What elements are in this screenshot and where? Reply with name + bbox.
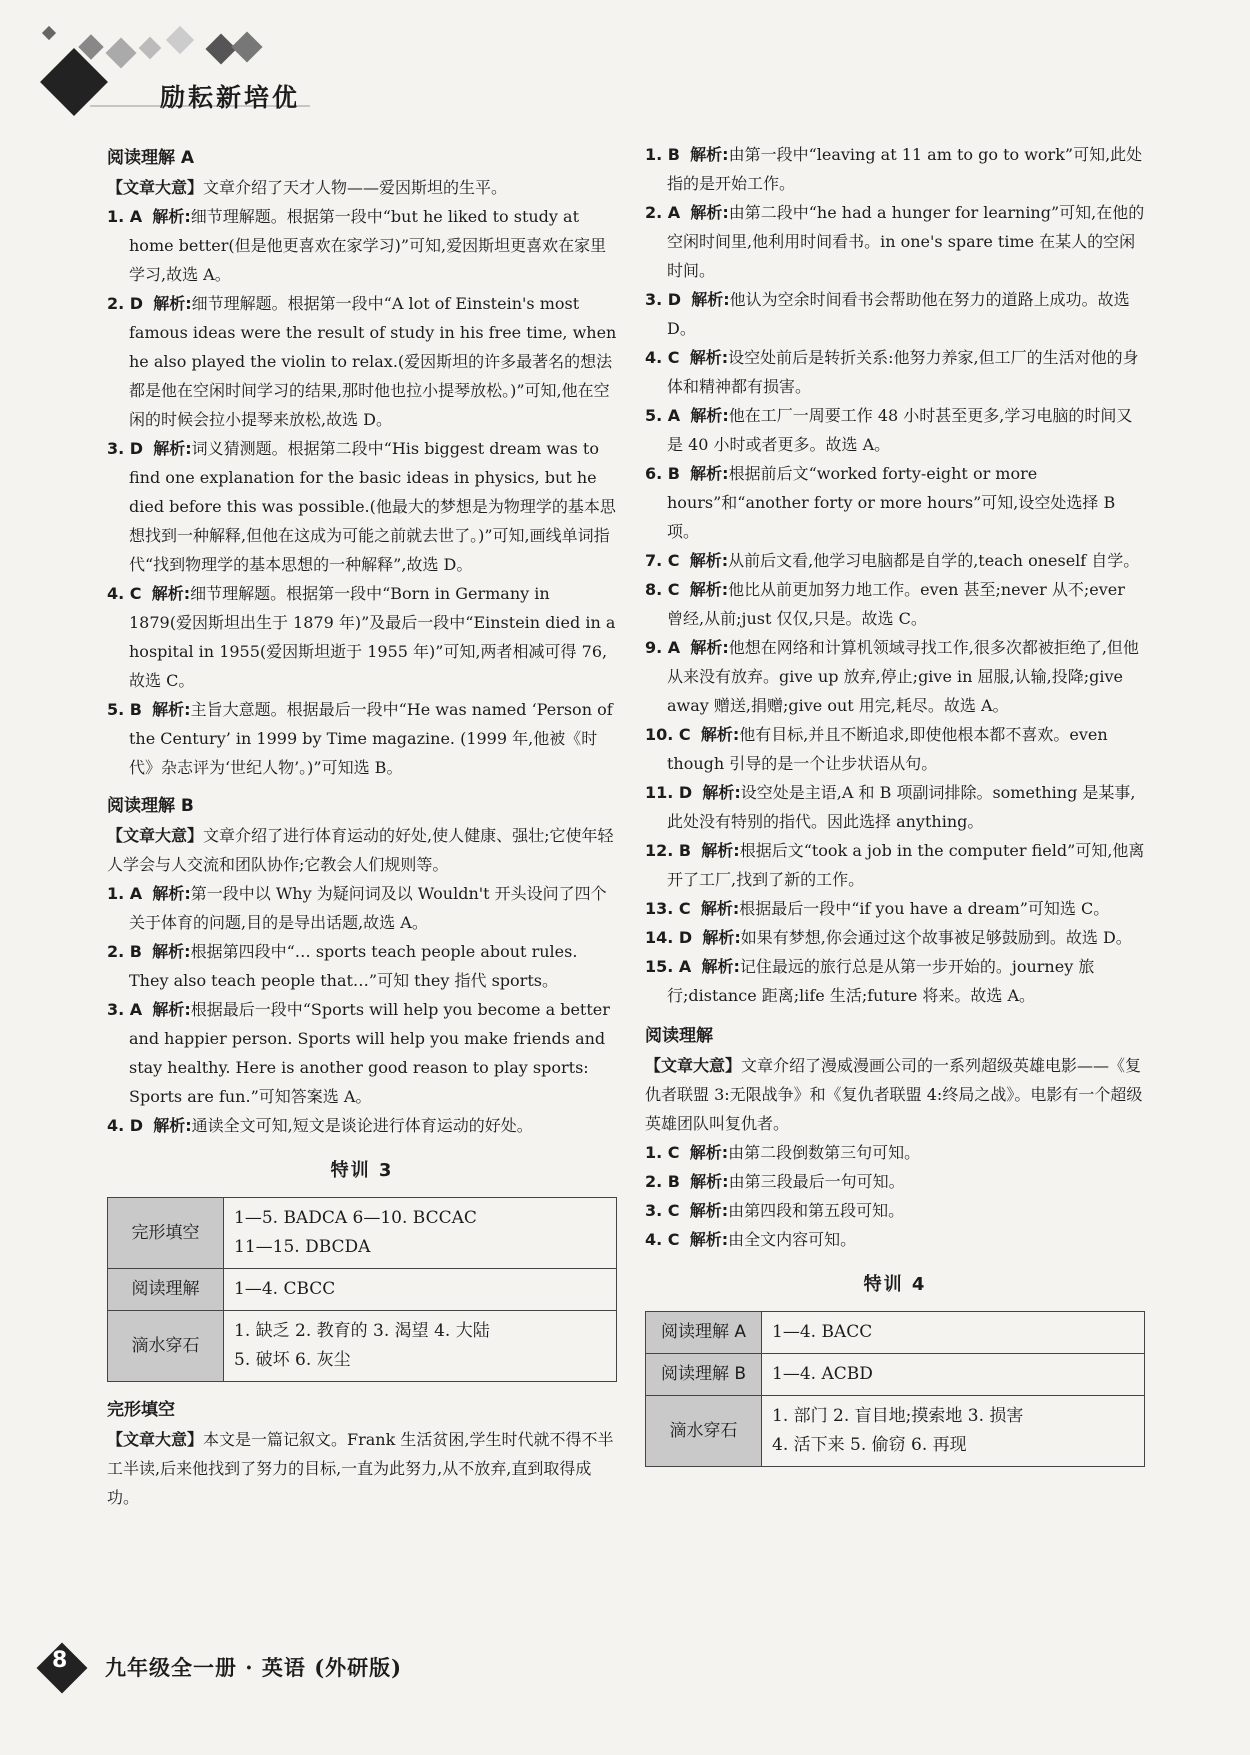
- analysis-label: 解析:: [152, 207, 191, 226]
- answer-number: 14. D: [645, 928, 693, 947]
- analysis-label: 解析:: [152, 1000, 191, 1019]
- answer-item: [645, 1138, 1145, 1167]
- row-header: 阅读理解 A: [646, 1312, 762, 1354]
- answer-item: [645, 575, 1145, 633]
- answer-item: [645, 836, 1145, 894]
- answer-text: 由第一段中“leaving at 11 am to go to work”可知,此处指的是开始工作。: [667, 145, 1143, 193]
- analysis-label: 解析:: [153, 1116, 192, 1135]
- answer-number: 10. C: [645, 725, 691, 744]
- answer-text: 由第三段最后一句可知。: [728, 1172, 905, 1191]
- answer-item: [107, 879, 617, 937]
- answer-number: 1. C: [645, 1143, 680, 1162]
- answer-number: 3. D: [645, 290, 682, 309]
- row-header: 完形填空: [108, 1198, 224, 1269]
- row-header: 阅读理解: [108, 1269, 224, 1311]
- answer-item: [107, 1111, 617, 1140]
- analysis-label: 解析:: [153, 439, 192, 458]
- analysis-label: 解析:: [689, 348, 729, 367]
- table-row: [646, 1312, 1145, 1354]
- row-answers: [224, 1198, 617, 1269]
- answer-text: 记住最远的旅行总是从第一步开始的。journey 旅行;distance 距离;life 生活;future 将来。故选 A。: [667, 957, 1095, 1005]
- analysis-label: 解析:: [153, 294, 192, 313]
- answer-item: [107, 995, 617, 1111]
- answer-text: 主旨大意题。根据最后一段中“He was named ‘Person of the Century’ in 1999 by Time magazine. (1999 年,他被《时代》杂志评为‘世纪人物’。)”可知选 B。: [129, 700, 613, 777]
- section-title: 阅读理解 A: [107, 148, 195, 168]
- answer-text: 根据前后文“worked forty-eight or more hours”和“another forty or more hours”可知,设空处选择 B 项。: [667, 464, 1116, 541]
- footer-book-title: 九年级全一册 · 英语 (外研版): [105, 1655, 403, 1680]
- answer-item: [645, 894, 1145, 923]
- answer-item: [645, 633, 1145, 720]
- answer-text: 他有目标,并且不断追求,即使他根本都不喜欢。even though 引导的是一个让步状语从句。: [667, 725, 1108, 773]
- analysis-label: 解析:: [689, 1230, 729, 1249]
- answer-item: [645, 923, 1145, 952]
- analysis-label: 解析:: [689, 580, 729, 599]
- left-column: [107, 140, 617, 1512]
- answer-table: [645, 1311, 1145, 1467]
- answer-item: [645, 720, 1145, 778]
- header-title: 励耘新培优: [160, 83, 301, 112]
- row-answers: [224, 1311, 617, 1382]
- answer-item: [645, 285, 1145, 343]
- answer-text: 从前后文看,他学习电脑都是自学的,teach oneself 自学。: [728, 551, 1140, 570]
- answer-text: 细节理解题。根据第一段中“but he liked to study at home better(但是他更喜欢在家学习)”可知,爱因斯坦更喜欢在家里学习,故选 A。: [129, 207, 607, 284]
- summary: [107, 173, 617, 202]
- row-answers: 1—4. ACBD: [762, 1354, 1145, 1396]
- table-row: [646, 1354, 1145, 1396]
- answer-text: 设空处前后是转折关系:他努力养家,但工厂的生活对他的身体和精神都有损害。: [667, 348, 1139, 396]
- answer-text: 他想在网络和计算机领域寻找工作,很多次都被拒绝了,但他从来没有放弃。give up 放弃,停止;give in 屈服,认输,投降;give away 赠送,捐赠;give out 用完,耗尽。故选 A。: [667, 638, 1139, 715]
- page-number: 8: [52, 1648, 68, 1673]
- answer-number: 6. B: [645, 464, 680, 483]
- analysis-label: 解析:: [700, 899, 740, 918]
- answer-number: 5. B: [107, 700, 142, 719]
- summary-label: 【文章大意】: [107, 178, 204, 197]
- row-answers: [762, 1396, 1145, 1467]
- analysis-label: 解析:: [689, 551, 729, 570]
- answer-item: [645, 952, 1145, 1010]
- analysis-label: 解析:: [689, 1201, 729, 1220]
- answer-text: 根据最后一段中“Sports will help you become a better and happier person. Sports will help you make friends and stay healthy. Here is another good reason to play sports: Sports are fun.”可知答案选 A。: [129, 1000, 610, 1106]
- answer-item: [107, 289, 617, 434]
- summary-text: 本文是一篇记叙文。Frank 生活贫困,学生时代就不得不半工半读,后来他找到了努力的目标,一直为此努力,从不放弃,直到取得成功。: [107, 1430, 614, 1507]
- analysis-label: 解析:: [690, 145, 729, 164]
- answer-line: 5. 破坏 6. 灰尘: [234, 1350, 351, 1370]
- summary: [107, 1425, 617, 1512]
- table-row: [108, 1269, 617, 1311]
- answer-text: 通读全文可知,短文是谈论进行体育运动的好处。: [191, 1116, 533, 1135]
- analysis-label: 解析:: [690, 1172, 729, 1191]
- answer-number: 4. C: [645, 1230, 680, 1249]
- answer-item: [107, 202, 617, 289]
- answer-number: 5. A: [645, 406, 681, 425]
- answer-number: 3. A: [107, 1000, 143, 1019]
- answer-item: [645, 140, 1145, 198]
- answer-item: [645, 1196, 1145, 1225]
- answer-number: 2. B: [107, 942, 142, 961]
- answer-number: 1. B: [645, 145, 680, 164]
- answer-text: 由全文内容可知。: [728, 1230, 857, 1249]
- answer-item: [645, 546, 1145, 575]
- summary-label: 【文章大意】: [107, 1430, 204, 1449]
- answer-item: [645, 343, 1145, 401]
- answer-number: 4. C: [107, 584, 142, 603]
- row-answers: 1—4. CBCC: [224, 1269, 617, 1311]
- analysis-label: 解析:: [689, 1143, 729, 1162]
- answer-item: [107, 579, 617, 695]
- answer-item: [645, 1225, 1145, 1254]
- answer-item: [645, 198, 1145, 285]
- answer-number: 11. D: [645, 783, 693, 802]
- summary: [107, 821, 617, 879]
- answer-text: 他比从前更加努力地工作。even 甚至;never 从不;ever 曾经,从前;just 仅仅,只是。故选 C。: [667, 580, 1125, 628]
- answer-text: 根据最后一段中“if you have a dream”可知选 C。: [739, 899, 1110, 918]
- answer-text: 根据后文“took a job in the computer field”可知,他离开了工厂,找到了新的工作。: [667, 841, 1145, 889]
- answer-item: [107, 937, 617, 995]
- answer-text: 由第二段倒数第三句可知。: [728, 1143, 921, 1162]
- answer-item: [645, 401, 1145, 459]
- analysis-label: 解析:: [690, 638, 729, 657]
- analysis-label: 解析:: [701, 957, 740, 976]
- training-title: 特训 4: [863, 1274, 927, 1295]
- analysis-label: 解析:: [151, 584, 191, 603]
- training-title: 特训 3: [330, 1160, 394, 1181]
- answer-text: 如果有梦想,你会通过这个故事被足够鼓励到。故选 D。: [740, 928, 1132, 947]
- summary-text: 文章介绍了漫威漫画公司的一系列超级英雄电影——《复仇者联盟 3:无限战争》和《复仇者联盟 4:终局之战》。电影有一个超级英雄团队叫复仇者。: [645, 1056, 1143, 1133]
- summary-text: 文章介绍了进行体育运动的好处,使人健康、强壮;它使年轻人学会与人交流和团队协作;它教会人们规则等。: [107, 826, 614, 874]
- analysis-label: 解析:: [152, 700, 191, 719]
- section-title: 完形填空: [107, 1400, 175, 1420]
- answer-number: 2. B: [645, 1172, 680, 1191]
- answer-line: 1—5. BADCA 6—10. BCCAC: [234, 1208, 477, 1228]
- analysis-label: 解析:: [690, 464, 729, 483]
- row-header: 滴水穿石: [108, 1311, 224, 1382]
- answer-text: 他认为空余时间看书会帮助他在努力的道路上成功。故选 D。: [667, 290, 1130, 338]
- table-row: [108, 1198, 617, 1269]
- row-header: 滴水穿石: [646, 1396, 762, 1467]
- answer-line: 4. 活下来 5. 偷窃 6. 再现: [772, 1435, 967, 1455]
- answer-text: 第一段中以 Why 为疑问词及以 Wouldn't 开头设问了四个关于体育的问题,目的是导出话题,故选 A。: [129, 884, 607, 932]
- analysis-label: 解析:: [702, 783, 741, 802]
- analysis-label: 解析:: [702, 928, 741, 947]
- answer-text: 设空处是主语,A 和 B 项副词排除。something 是某事,此处没有特别的指代。因此选择 anything。: [667, 783, 1136, 831]
- summary: [645, 1051, 1145, 1138]
- answer-item: [645, 778, 1145, 836]
- table-row: [646, 1396, 1145, 1467]
- answer-line: 1. 缺乏 2. 教育的 3. 渴望 4. 大陆: [234, 1321, 490, 1341]
- answer-number: 7. C: [645, 551, 680, 570]
- analysis-label: 解析:: [152, 942, 191, 961]
- answer-number: 13. C: [645, 899, 691, 918]
- summary-label: 【文章大意】: [645, 1056, 742, 1075]
- right-column: [645, 140, 1145, 1467]
- answer-item: [645, 459, 1145, 546]
- answer-line: 1. 部门 2. 盲目地;摸索地 3. 损害: [772, 1406, 1024, 1426]
- answer-item: [645, 1167, 1145, 1196]
- answer-number: 8. C: [645, 580, 680, 599]
- answer-number: 12. B: [645, 841, 692, 860]
- analysis-label: 解析:: [690, 406, 729, 425]
- analysis-label: 解析:: [700, 725, 740, 744]
- answer-number: 9. A: [645, 638, 681, 657]
- answer-number: 1. A: [107, 884, 143, 903]
- answer-number: 2. D: [107, 294, 144, 313]
- answer-text: 由第四段和第五段可知。: [728, 1201, 905, 1220]
- summary-label: 【文章大意】: [107, 826, 204, 845]
- answer-text: 由第二段中“he had a hunger for learning”可知,在他的空闲时间里,他利用时间看书。in one's spare time 在某人的空闲时间。: [667, 203, 1145, 280]
- answer-text: 词义猜测题。根据第二段中“His biggest dream was to find one explanation for the basic ideas in physics, but he died before this was possible.(他最大的梦想是为物理学的基本思想找到一种解释,但他在这成为可能之前就去世了。)”可知,画线单词指代“找到物理学的基本思想的一种解释”,故选 D。: [129, 439, 616, 574]
- answer-text: 他在工厂一周要工作 48 小时甚至更多,学习电脑的时间又是 40 小时或者更多。故选 A。: [667, 406, 1133, 454]
- answer-number: 3. D: [107, 439, 144, 458]
- answer-number: 3. C: [645, 1201, 680, 1220]
- analysis-label: 解析:: [701, 841, 740, 860]
- answer-table: [107, 1197, 617, 1382]
- analysis-label: 解析:: [152, 884, 191, 903]
- answer-number: 2. A: [645, 203, 681, 222]
- answer-text: 细节理解题。根据第一段中“A lot of Einstein's most famous ideas were the result of study in his free time, when he also played the violin to relax.(爱因斯坦的许多最著名的想法都是他在空闲时间学习的结果,那时他也拉小提琴放松。)”可知,他在空闲的时候会拉小提琴来放松,故选 D。: [129, 294, 617, 429]
- section-title: 阅读理解 B: [107, 796, 194, 816]
- table-row: [108, 1311, 617, 1382]
- answer-item: [107, 434, 617, 579]
- answer-text: 细节理解题。根据第一段中“Born in Germany in 1879(爱因斯坦出生于 1879 年)”及最后一段中“Einstein died in a hospital in 1955(爱因斯坦逝于 1955 年)”可知,两者相减可得 76,故选 C。: [129, 584, 616, 690]
- section-title: 阅读理解: [645, 1026, 713, 1046]
- answer-number: 4. C: [645, 348, 680, 367]
- answer-number: 4. D: [107, 1116, 144, 1135]
- row-header: 阅读理解 B: [646, 1354, 762, 1396]
- answer-item: [107, 695, 617, 782]
- answer-text: 根据第四段中“… sports teach people about rules. They also teach people that…”可知 they 指代 sports。: [129, 942, 578, 990]
- row-answers: 1—4. BACC: [762, 1312, 1145, 1354]
- analysis-label: 解析:: [691, 290, 730, 309]
- answer-line: 11—15. DBCDA: [234, 1237, 371, 1257]
- answer-number: 15. A: [645, 957, 692, 976]
- summary-text: 文章介绍了天才人物——爱因斯坦的生平。: [203, 178, 508, 197]
- analysis-label: 解析:: [690, 203, 729, 222]
- answer-number: 1. A: [107, 207, 143, 226]
